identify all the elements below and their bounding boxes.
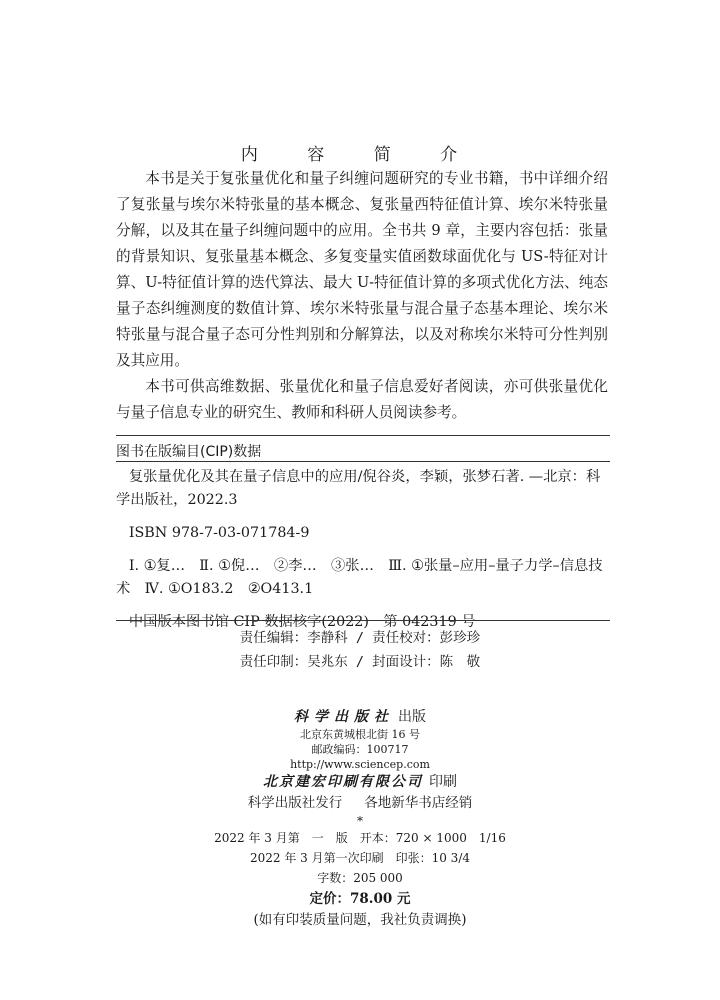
editors-line: 责任印制：吴兆东 / 封面设计：陈 敬 [239, 654, 481, 670]
word-count: 字数：205 000 [317, 871, 403, 885]
editors-credits [0, 626, 720, 674]
publisher-address: 北京东黄城根北街 16 号 [300, 728, 420, 741]
publisher-postcode: 邮政编码：100717 [311, 743, 409, 756]
price: 定价：78.00 元 [309, 891, 411, 907]
summary-title: 内 容 简 介 [240, 145, 480, 165]
cip-citation: 复张量优化及其在量子信息中的应用/倪谷炎，李颖，张梦石著. —北京：科学出版社，2022.3 [116, 469, 601, 508]
distribution-line [0, 792, 720, 814]
summary-paragraph: 本书是关于复张量优化和量子纠缠问题研究的专业书籍，书中详细介绍了复张量与埃尔米特张量的基本概念、复张量西特征值计算、埃尔米特张量分解，以及其在量子纠缠问题中的应用。全书共 9 章，主要内容包括：张量的背景知识、复张量基本概念、多复变量实值函数球面优化与 US-特征对计算、U-特征值计算的迭代算法、最大 U-特征值计算的多项式优化方法、纯态量子态纠缠测度的数值计算、埃尔米特张量与混合量子态基本理论、埃尔米特张量与混合量子态可分性判别和分解算法，以及对称埃尔米特可分性判别及其应用。 [116, 170, 608, 369]
publisher-name: 科学出版社 [294, 709, 394, 725]
cip-top-rule [116, 435, 610, 436]
distribution-left: 科学出版社发行 [247, 795, 343, 811]
separator-star: * [357, 814, 363, 828]
publication-info [0, 707, 720, 930]
quality-note: (如有印装质量问题，我社负责调换) [253, 912, 467, 928]
cip-isbn: ISBN 978-7-03-071784-9 [128, 525, 310, 541]
printer-line [0, 772, 720, 792]
cip-classification: Ⅰ. ①复… Ⅱ. ①倪… ②李… ③张… Ⅲ. ①张量–应用–量子力学–信息技术 Ⅳ. ①O183.2 ②O413.1 [116, 558, 603, 597]
summary-paragraph: 本书可供高维数据、张量优化和量子信息爱好者阅读，亦可供张量优化与量子信息专业的研究生、教师和科研人员阅读参考。 [116, 378, 608, 421]
distribution-right: 各地新华书店经销 [364, 795, 473, 811]
printing-line: 2022 年 3 月第一次印刷 印张：10 3/4 [249, 851, 470, 865]
edition-line: 2022 年 3 月第 一 版 开本：720 × 1000 1/16 [214, 831, 506, 845]
cip-record: 中国版本图书馆 CIP 数据核字(2022) 第 042319 号 [128, 614, 476, 630]
cip-block [116, 466, 610, 634]
printer-name: 北京建宏印刷有限公司 [263, 774, 423, 790]
publisher-suffix: 出版 [398, 709, 426, 725]
cip-bottom-rule [116, 620, 610, 621]
editors-line: 责任编辑：李静科 / 责任校对：彭珍珍 [239, 630, 481, 646]
summary-body [116, 166, 608, 426]
publisher-line [0, 707, 720, 727]
printer-suffix: 印刷 [429, 774, 457, 790]
cip-heading: 图书在版编目(CIP)数据 [116, 444, 262, 460]
publisher-website: http://www.sciencep.com [290, 758, 430, 771]
cip-heading-rule [116, 461, 610, 462]
